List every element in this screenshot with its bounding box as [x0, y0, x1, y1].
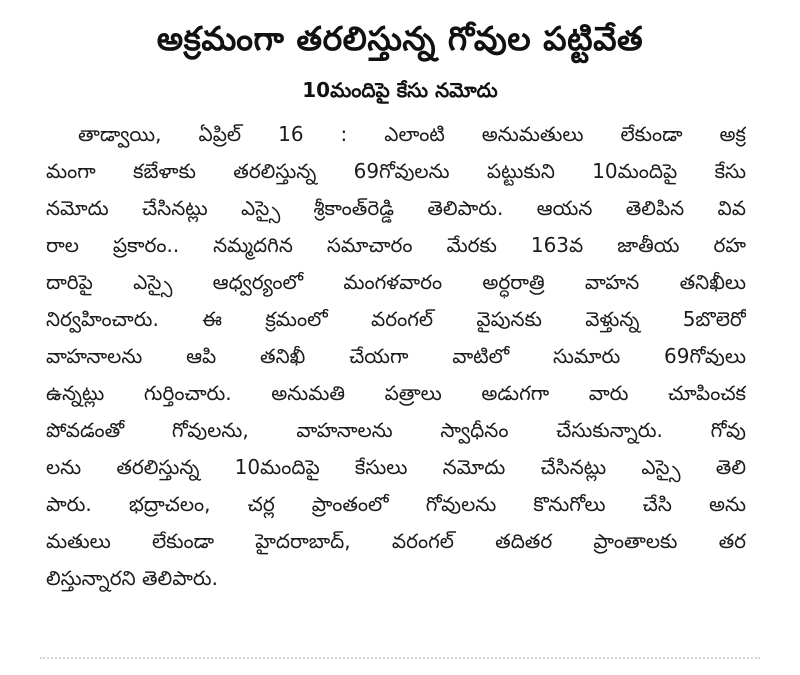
- article-line: తాడ్వాయి, ఏప్రిల్ 16 : ఎలాంటి అనుమతులు లేకుండా అక్ర: [78, 122, 746, 146]
- article-line: ఉన్నట్లు గుర్తించారు. అనుమతి పత్రాలు అడుగగా వారు చూపించక: [46, 381, 746, 405]
- article-line: లిస్తున్నారని తెలిపారు.: [46, 566, 218, 590]
- article-line: లను తరలిస్తున్న 10మందిపై కేసులు నమోదు చేసినట్లు ఎస్సై తెలి: [46, 455, 746, 479]
- article-line: మంగా కబేళాకు తరలిస్తున్న 69గోవులను పట్టుకుని 10మందిపై కేసు: [46, 159, 746, 183]
- article-line: మతులు లేకుండా హైదరాబాద్, వరంగల్ తదితర ప్రాంతాలకు తర: [46, 529, 746, 553]
- article-line: పోవడంతో గోవులను, వాహనాలను స్వాధీనం చేసుకున్నారు. గోవు: [46, 418, 746, 442]
- article-line: నిర్వహించారు. ఈ క్రమంలో వరంగల్ వైపునకు వెళ్తున్న 5బొలెరో: [46, 307, 746, 331]
- article-headline: అక్రమంగా తరలిస్తున్న గోవుల పట్టివేత: [156, 19, 644, 58]
- article-line: దారిపై ఎస్సై ఆధ్వర్యంలో మంగళవారం అర్ధరాత్రి వాహన తనిఖీలు: [46, 270, 746, 294]
- article-subheadline: 10మందిపై కేసు నమోదు: [302, 78, 498, 102]
- article-body: [46, 116, 746, 597]
- article-line: పారు. భద్రాచలం, చర్ల ప్రాంతంలో గోవులను కొనుగోలు చేసి అను: [46, 492, 746, 516]
- article-line: రాల ప్రకారం.. నమ్మదగిన సమాచారం మేరకు 163వ జాతీయ రహ: [46, 233, 746, 257]
- article-line: నమోదు చేసినట్లు ఎస్సై శ్రీకాంత్‌రెడ్డి తెలిపారు. ఆయన తెలిపిన వివ: [46, 196, 746, 220]
- clipped-next-text: [40, 657, 760, 675]
- clipped-previous-text: [60, 0, 680, 8]
- article-line: వాహనాలను ఆపి తనిఖీ చేయగా వాటిలో సుమారు 69గోవులు: [46, 344, 746, 368]
